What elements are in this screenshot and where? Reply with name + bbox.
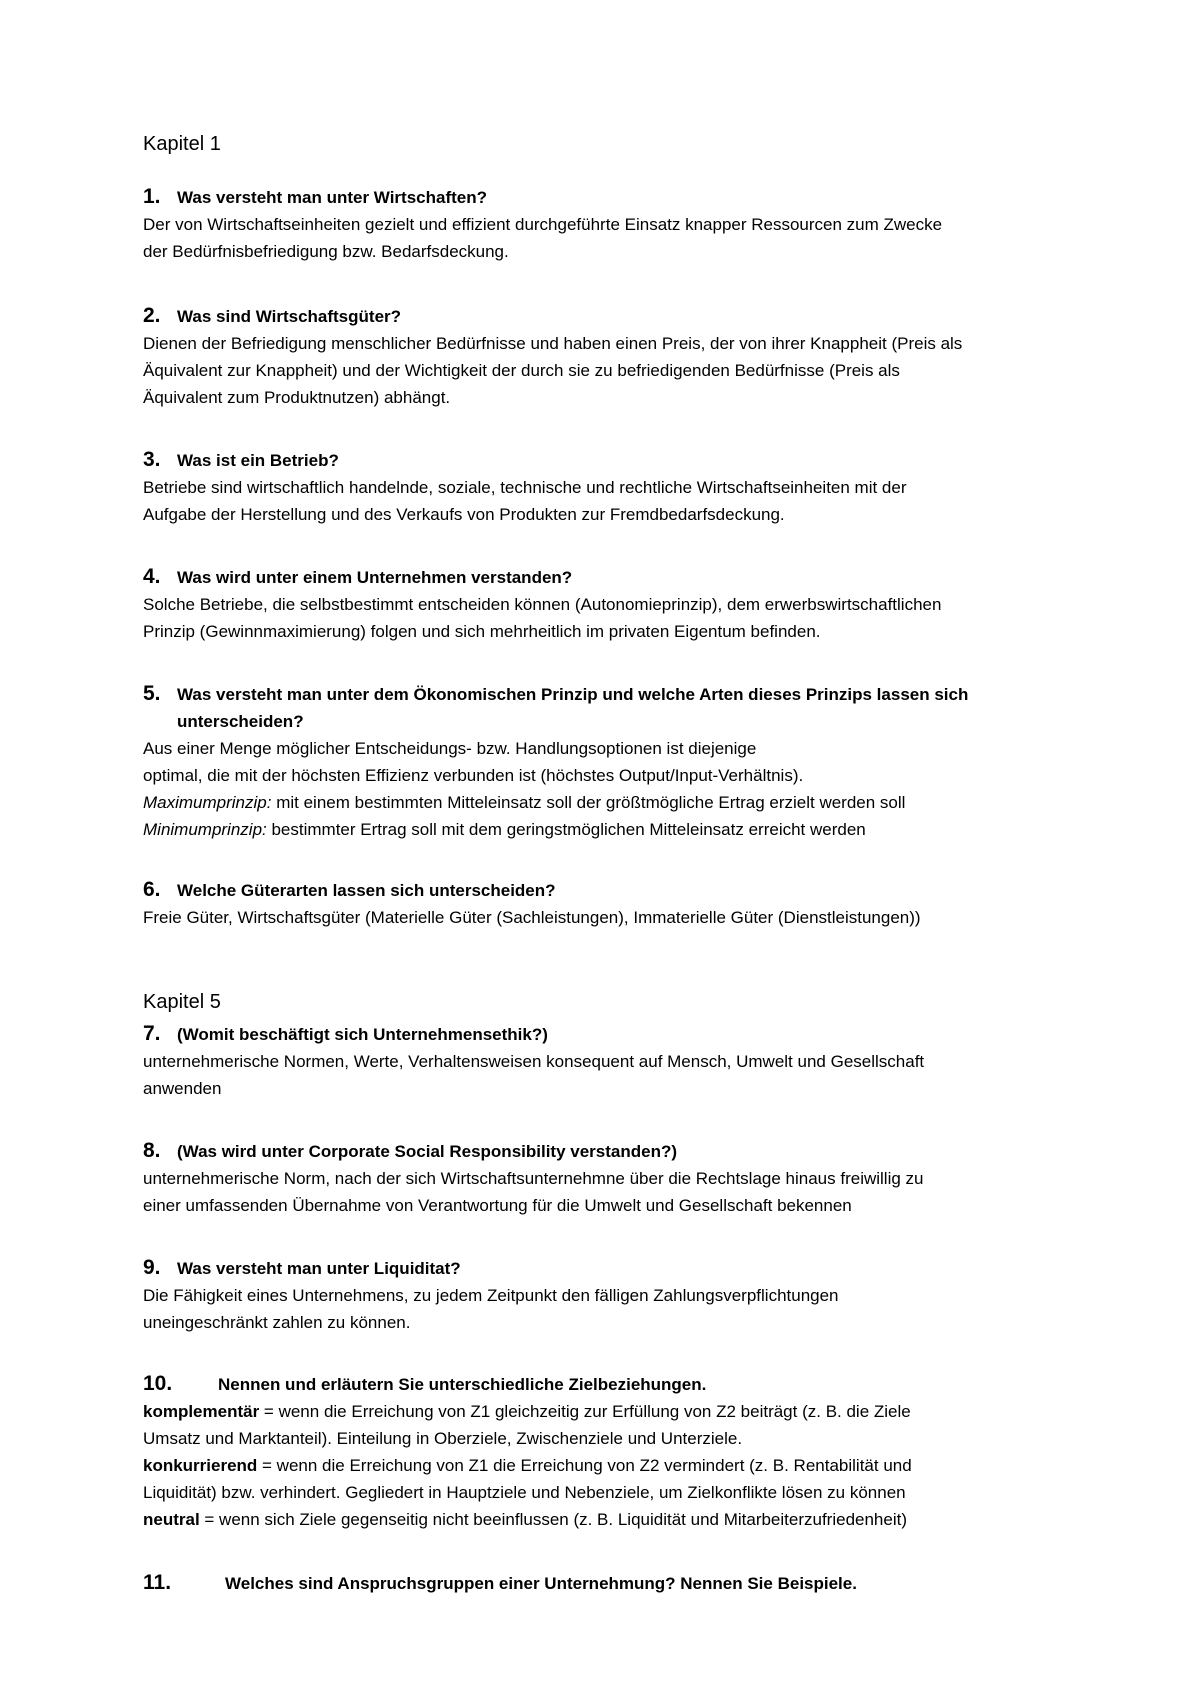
question-heading [143,1370,1133,1398]
answer-line: Solche Betriebe, die selbstbestimmt entscheiden können (Autonomieprinzip), dem erwerbswirtschaftlichen [143,595,942,614]
question-block-9 [143,1254,1133,1336]
question-number: 11. [143,1571,172,1594]
answer-line: Die Fähigkeit eines Unternehmens, zu jedem Zeitpunkt den fälligen Zahlungsverpflichtungen [143,1286,839,1305]
question-heading [143,446,1133,474]
question-heading [143,1569,1133,1597]
answer-line: Äquivalent zum Produktnutzen) abhängt. [143,388,451,407]
complementary-label: komplementär [143,1402,260,1421]
answer-line: Freie Güter, Wirtschaftsgüter (Materielle Güter (Sachleistungen), Immaterielle Güter (Dienstleistungen)) [143,908,921,927]
question-number: 3. [143,448,161,471]
question-text: (Womit beschäftigt sich Unternehmensethik?) [177,1025,548,1044]
question-number: 1. [143,185,161,208]
question-block-3 [143,446,1133,528]
competing-line [143,1452,1133,1479]
question-number: 6. [143,878,161,901]
answer-line: Prinzip (Gewinnmaximierung) folgen und sich mehrheitlich im privaten Eigentum befinden. [143,622,821,641]
question-number: 10. [143,1372,173,1395]
neutral-text: = wenn sich Ziele gegenseitig nicht beeinflussen (z. B. Liquidität und Mitarbeiterzufriedenheit) [199,1510,908,1529]
question-heading [143,1020,1133,1048]
answer-line: der Bedürfnisbefriedigung bzw. Bedarfsdeckung. [143,242,509,261]
question-block-2 [143,302,1133,411]
question-heading [143,680,1133,708]
question-text-continued: unterscheiden? [177,712,304,731]
question-text: Nennen und erläutern Sie unterschiedliche Zielbeziehungen. [218,1375,707,1394]
question-text: Was versteht man unter dem Ökonomischen Prinzip und welche Arten dieses Prinzips lassen sich [177,685,969,704]
complementary-line [143,1398,1133,1425]
answer-line: optimal, die mit der höchsten Effizienz verbunden ist (höchstes Output/Input-Verhältnis). [143,766,804,785]
question-block-4 [143,563,1133,645]
competing-text: = wenn die Erreichung von Z1 die Erreichung von Z2 vermindert (z. B. Rentabilität und [257,1456,912,1475]
question-heading [143,1254,1133,1282]
question-block-7 [143,1020,1133,1102]
question-text: Welche Güterarten lassen sich unterscheiden? [177,881,556,900]
answer-line: unternehmerische Normen, Werte, Verhaltensweisen konsequent auf Mensch, Umwelt und Gesellschaft [143,1052,925,1071]
neutral-label: neutral [143,1510,200,1529]
question-block-8 [143,1137,1133,1219]
answer-line: Aus einer Menge möglicher Entscheidungs- bzw. Handlungsoptionen ist diejenige [143,739,757,758]
question-block-11 [143,1569,1133,1597]
answer-line: Liquidität) bzw. verhindert. Gegliedert in Hauptziele und Nebenziele, um Zielkonflikte lösen zu können [143,1483,906,1502]
question-heading [143,183,1133,211]
competing-label: konkurrierend [143,1456,258,1475]
question-block-6 [143,876,1133,931]
question-number: 4. [143,565,161,588]
question-text: (Was wird unter Corporate Social Responsibility verstanden?) [177,1142,678,1161]
question-text: Welches sind Anspruchsgruppen einer Unternehmung? Nennen Sie Beispiele. [225,1574,857,1593]
question-heading [143,876,1133,904]
answer-line: Äquivalent zur Knappheit) und der Wichtigkeit der durch sie zu befriedigenden Bedürfnisse (Preis als [143,361,900,380]
complementary-text: = wenn die Erreichung von Z1 gleichzeitig zur Erfüllung von Z2 beiträgt (z. B. die Ziele [259,1402,911,1421]
maximum-principle-label: Maximumprinzip: [143,793,272,812]
answer-line: einer umfassenden Übernahme von Verantwortung für die Umwelt und Gesellschaft bekennen [143,1196,852,1215]
question-text: Was wird unter einem Unternehmen verstanden? [177,568,573,587]
question-heading [143,563,1133,591]
answer-line: Umsatz und Marktanteil). Einteilung in Oberziele, Zwischenziele und Unterziele. [143,1429,743,1448]
chapter-heading: Kapitel 5 [143,991,221,1013]
question-block-10 [143,1370,1133,1533]
minimum-principle-text: bestimmter Ertrag soll mit dem geringstmöglichen Mitteleinsatz erreicht werden [266,820,866,839]
maximum-principle-text: mit einem bestimmten Mitteleinsatz soll der größtmögliche Ertrag erzielt werden soll [271,793,906,812]
question-number: 5. [143,682,161,705]
question-heading [143,1137,1133,1165]
question-number: 7. [143,1022,161,1045]
question-heading [143,302,1133,330]
question-text: Was versteht man unter Liquiditat? [177,1259,461,1278]
question-block-1 [143,183,1133,265]
minimum-principle-label: Minimumprinzip: [143,820,267,839]
chapter-heading: Kapitel 1 [143,133,221,155]
question-block-5 [143,680,1133,843]
answer-line: anwenden [143,1079,222,1098]
answer-line: uneingeschränkt zahlen zu können. [143,1313,411,1332]
answer-line: Aufgabe der Herstellung und des Verkaufs von Produkten zur Fremdbedarfsdeckung. [143,505,785,524]
answer-line: Betriebe sind wirtschaftlich handelnde, soziale, technische und rechtliche Wirtschaftseinheiten mit der [143,478,907,497]
answer-line: unternehmerische Norm, nach der sich Wirtschaftsunternehmne über die Rechtslage hinaus freiwillig zu [143,1169,924,1188]
maximum-principle-line [143,789,1133,816]
question-number: 8. [143,1139,161,1162]
question-text: Was versteht man unter Wirtschaften? [177,188,488,207]
question-number: 2. [143,304,161,327]
answer-line: Dienen der Befriedigung menschlicher Bedürfnisse und haben einen Preis, der von ihrer Knappheit (Preis als [143,334,963,353]
question-text: Was sind Wirtschaftsgüter? [177,307,402,326]
question-number: 9. [143,1256,161,1279]
question-text: Was ist ein Betrieb? [177,451,339,470]
neutral-line [143,1506,1133,1533]
minimum-principle-line [143,816,1133,843]
answer-line: Der von Wirtschaftseinheiten gezielt und effizient durchgeführte Einsatz knapper Ressourcen zum Zwecke [143,215,943,234]
